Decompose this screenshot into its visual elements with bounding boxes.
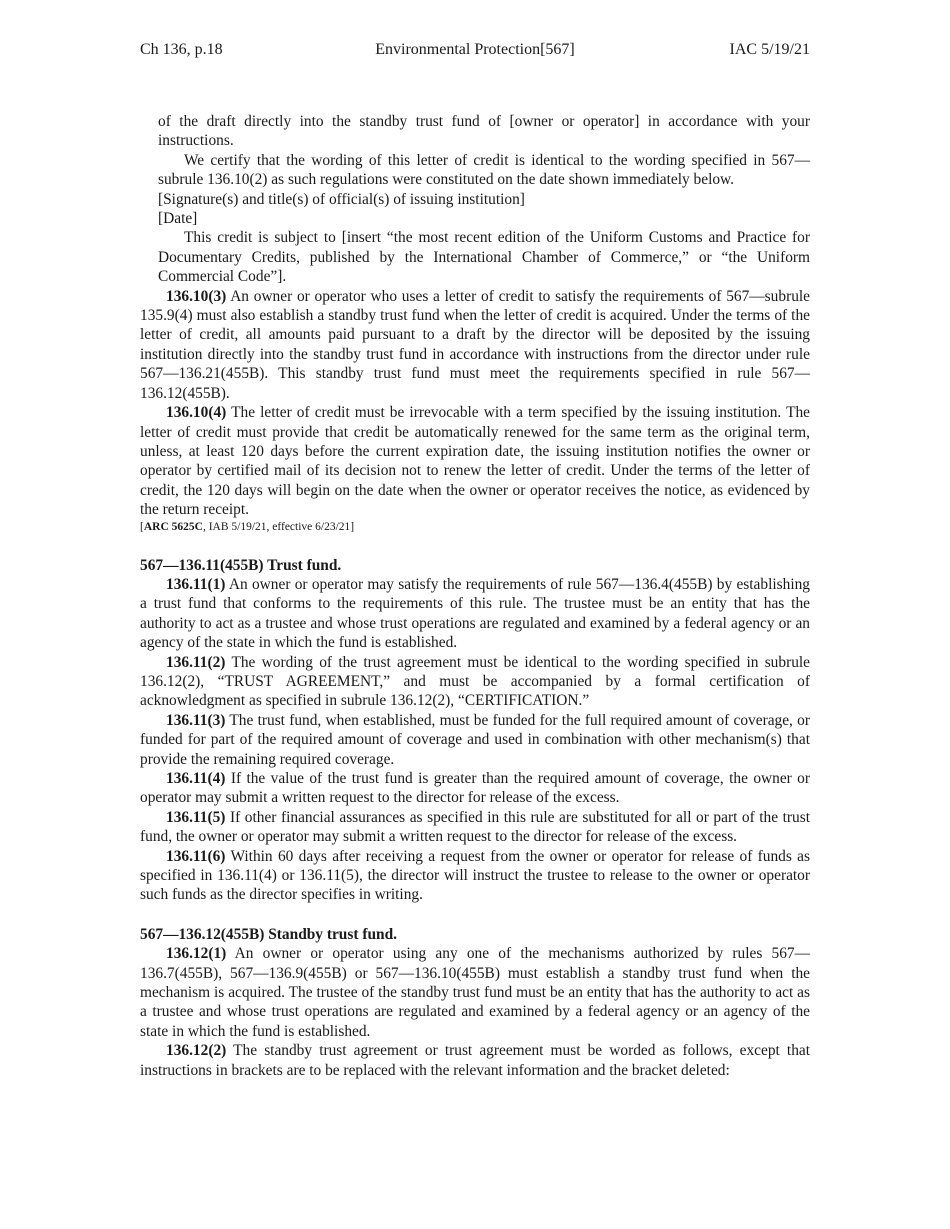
subrule-136-10-3 bbox=[140, 287, 810, 403]
letter-subject-clause: This credit is subject to [insert “the most recent edition of the Uniform Customs and Practice for Documentary Credits, published by the International Chamber of Commerce,” or “the Uniform Commercial Code”]. bbox=[158, 229, 810, 286]
subrule-number: 136.11(1) bbox=[166, 575, 226, 593]
subrule-number: 136.11(4) bbox=[166, 770, 226, 787]
subrule-text: If the value of the trust fund is greater than the required amount of coverage, the owner or operator may submit a written request to the director for release of the excess. bbox=[140, 770, 810, 807]
subrule-136-11-6 bbox=[140, 847, 810, 905]
citation-details: , IAB 5/19/21, effective 6/23/21] bbox=[202, 520, 355, 533]
subrule-text: An owner or operator may satisfy the requirements of rule 567—136.4(455B) by establishing a trust fund that conforms to the requirements of this rule. The trustee must be an entity that has the authority to act as a trustee and whose trust operations are regulated and examined by a federal agency or an agency of the state in which the fund is established. bbox=[140, 575, 810, 652]
rule-heading-136-11: 567—136.11(455B) Trust fund. bbox=[140, 556, 342, 574]
subrule-text: Within 60 days after receiving a request from the owner or operator for release of funds as specified in 136.11(4) or 136.11(5), the director will instruct the trustee to release to the owner or operator such funds as the director specifies in writing. bbox=[140, 847, 810, 904]
subrule-text: The standby trust agreement or trust agreement must be worded as follows, except that instructions in brackets are to be replaced with the relevant information and the bracket deleted: bbox=[140, 1042, 810, 1079]
letter-signature-line: [Signature(s) and title(s) of official(s) of issuing institution] bbox=[158, 190, 525, 208]
subrule-text: If other financial assurances as specified in this rule are substituted for all or part of the trust fund, the owner or operator may submit a written request to the director for release of the excess. bbox=[140, 808, 810, 846]
page-body bbox=[140, 112, 810, 1080]
subrule-136-11-5 bbox=[140, 808, 810, 847]
subrule-text: The trust fund, when established, must be funded for the full required amount of coverage, or funded for part of the required amount of coverage and used in combination with other mechanism(s) that provide the remaining required coverage. bbox=[140, 711, 810, 768]
subrule-136-12-1 bbox=[140, 944, 810, 1041]
rule-heading-136-12: 567—136.12(455B) Standby trust fund. bbox=[140, 925, 397, 943]
subrule-number: 136.12(2) bbox=[166, 1042, 227, 1060]
letter-date-line: [Date] bbox=[158, 210, 198, 228]
subrule-number: 136.11(5) bbox=[166, 808, 226, 826]
subrule-text: The letter of credit must be irrevocable with a term specified by the issuing institution. The letter of credit must provide that credit be automatically renewed for the same term as the original term, unless, at least 120 days before the current expiration date, the issuing institution notifies the owner or operator by certified mail of its decision not to renew the letter of credit. Under the terms of the letter of credit, the 120 days will begin on the date when the owner or operator receives the notice, as evidenced by the return receipt. bbox=[140, 404, 811, 519]
subrule-136-11-2 bbox=[140, 653, 810, 711]
subrule-text: An owner or operator using any one of the mechanisms authorized by rules 567—136.7(455B), 567—136.9(455B) or 567—136.10(455B) must establish a standby trust fund when the mechanism is acquired. The trustee of the standby trust fund must be an entity that has the authority to act as a trustee and whose trust operations are regulated and examined by a federal agency or an agency of the state in which the fund is established. bbox=[140, 945, 811, 1040]
arc-citation bbox=[140, 520, 810, 534]
subrule-number: 136.11(3) bbox=[166, 711, 226, 729]
subrule-136-11-3 bbox=[140, 711, 810, 769]
subrule-number: 136.10(4) bbox=[166, 404, 227, 422]
subrule-text: An owner or operator who uses a letter of credit to satisfy the requirements of 567—subrule 135.9(4) must also establish a standby trust fund when the letter of credit is acquired. Under the terms of the letter of credit, all amounts paid pursuant to a draft by the director will be deposited by the issuing institution directly into the standby trust fund in accordance with instructions from the director under rule 567—136.21(455B). This standby trust fund must meet the requirements specified in rule 567—136.12(455B). bbox=[140, 287, 810, 402]
running-header-chapter: Ch 136, p.18 bbox=[140, 41, 223, 58]
subrule-136-12-2 bbox=[140, 1041, 810, 1080]
letter-paragraph: of the draft directly into the standby trust fund of [owner or operator] in accordance with your instructions. bbox=[158, 113, 810, 150]
running-header-title: Environmental Protection[567] bbox=[375, 41, 575, 58]
subrule-number: 136.12(1) bbox=[166, 945, 227, 963]
citation-bracket: [ bbox=[140, 520, 144, 533]
subrule-number: 136.11(6) bbox=[166, 847, 226, 865]
subrule-136-10-4 bbox=[140, 403, 810, 519]
letter-certification: We certify that the wording of this letter of credit is identical to the wording specified in 567—subrule 136.10(2) as such regulations were constituted on the date shown immediately below. bbox=[158, 151, 810, 189]
subrule-136-11-4 bbox=[140, 769, 810, 808]
running-header-date: IAC 5/19/21 bbox=[729, 41, 810, 58]
subrule-number: 136.10(3) bbox=[166, 287, 227, 305]
subrule-text: The wording of the trust agreement must be identical to the wording specified in subrule 136.12(2), “TRUST AGREEMENT,” and must be accompanied by a formal certification of acknowledgment as specified in subrule 136.12(2), “CERTIFICATION.” bbox=[140, 653, 811, 710]
subrule-136-11-1 bbox=[140, 575, 810, 653]
arc-number: ARC 5625C bbox=[143, 520, 203, 533]
subrule-number: 136.11(2) bbox=[166, 653, 226, 671]
